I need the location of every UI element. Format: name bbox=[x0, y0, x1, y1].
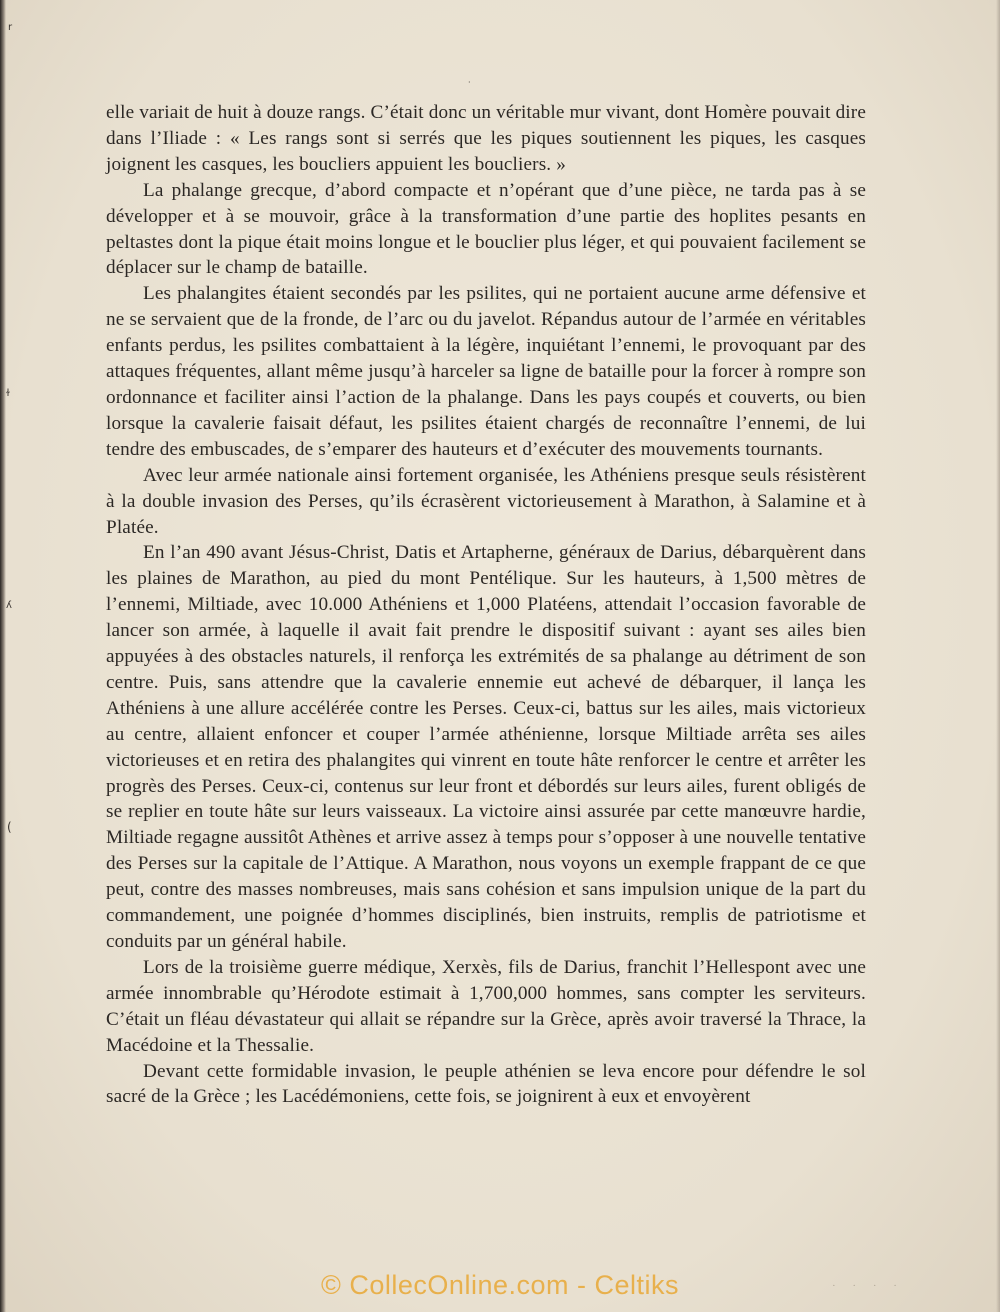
paragraph-phalange: La phalange grecque, d’abord compacte et n’opérant que d’une pièce, ne tarda pas à se développer et à se mouvoir, grâce à la transformation d’une partie des hoplites pesants en peltastes dont la pique était moins longue et le bouclier plus léger, et qui pouvaient facilement se déplacer sur le champ de bataille. bbox=[106, 179, 866, 279]
scan-speck: ɫ bbox=[6, 388, 10, 399]
paragraph-psilites: Les phalangites étaient secondés par les psilites, qui ne portaient aucune arme défensive et ne se servaient que de la fronde, de l’arc ou du javelot. Répandus autour de l’armée en véritables enfants perdus, les psilites combattaient à la légère, inquiétant l’ennemi, le provoquant par des attaques fréquentes, allant même jusqu’à harceler sa ligne de bataille pour la forcer à rompre son ordonnance et faciliter ainsi l’action de la phalange. Dans les pays coupés et couverts, ou bien lorsque la cavalerie faisait défaut, les psilites étaient chargés de reconnaître l’ennemi, de lui tendre des embuscades, de s’emparer des hauteurs et d’exécuter des mouvements tournants. bbox=[106, 283, 866, 460]
svg-text:· · · ·: · · · · bbox=[832, 1280, 904, 1292]
paragraph-armee-nationale: Avec leur armée nationale ainsi fortement organisée, les Athéniens presque seuls résistèrent à la double invasion des Perses, qu’ils écrasèrent victorieusement à Marathon, à Salamine et à Platée. bbox=[106, 464, 866, 538]
page-binding-edge bbox=[0, 0, 6, 1312]
paragraph-continuation: elle variait de huit à douze rangs. C’était donc un véritable mur vivant, dont Homère pouvait dire dans l’Iliade : « Les rangs sont si serrés que les piques soutiennent les piques, les casques joignent les casques, les boucliers appuient les boucliers. » bbox=[106, 102, 866, 175]
watermark: © CollecOnline.com - Celtiks bbox=[321, 1270, 679, 1300]
scan-speck: ʎ bbox=[6, 600, 12, 611]
scan-speck: r bbox=[8, 22, 13, 33]
scan-speck: ( bbox=[7, 820, 12, 834]
paragraph-xerxes: Lors de la troisième guerre médique, Xerxès, fils de Darius, franchit l’Hellespont avec une armée innombrable qu’Hérodote estimait à 1,700,000 hommes, sans compter les serviteurs. C’était un fléau dévastateur qui allait se répandre sur la Grèce, après avoir traversé la Thrace, la Macédoine et la Thessalie. bbox=[106, 956, 866, 1056]
paragraph-marathon: En l’an 490 avant Jésus-Christ, Datis et Artapherne, généraux de Darius, débarquèrent dans les plaines de Marathon, au pied du mont Pentélique. Sur les hauteurs, à 1,500 mètres de l’ennemi, Miltiade, avec 10.000 Athéniens et 1,000 Platéens, attendait l’occasion favorable de lancer son armée, à laquelle il avait fait prendre le dispositif suivant : ayant ses ailes bien appuyées à des obstacles naturels, il renforça les extrémités de sa phalange au détriment de son centre. Puis, sans attendre que la cavalerie ennemie eut achevé de débarquer, il lança les Athéniens à une allure accélérée contre les Perses. Ceux-ci, battus sur les ailes, mais victorieux au centre, allaient enfoncer et couper l’armée athénienne, lorsque Miltiade arrêta ses ailes victorieuses et en retira des phalangites qui vinrent en toute hâte renforcer le centre et arrêter les progrès des Perses. Ceux-ci, contenus sur leur front et débordés sur leurs ailes, furent obligés de se replier en toute hâte sur leurs vaisseaux. La victoire ainsi assurée par cette manœuvre hardie, Miltiade regagne aussitôt Athènes et arrive assez à temps pour s’opposer à une nouvelle tentative des Perses sur la capitale de l’Attique. A Marathon, nous voyons un exemple frappant de ce que peut, contre des masses nombreuses, mais sans cohésion et sans impulsion unique de la part du commandement, une poignée d’hommes disciplinés, bien instruits, remplis de patriotisme et conduits par un général habile. bbox=[106, 542, 866, 952]
scan-speck: · bbox=[468, 78, 471, 87]
page-right-edge bbox=[996, 0, 1000, 1312]
paragraph-invasion: Devant cette formidable invasion, le peuple athénien se leva encore pour défendre le sol sacré de la Grèce ; les Lacédémoniens, cette fois, se joignirent à eux et envoyèrent bbox=[106, 1060, 866, 1108]
body-text bbox=[106, 100, 866, 1110]
